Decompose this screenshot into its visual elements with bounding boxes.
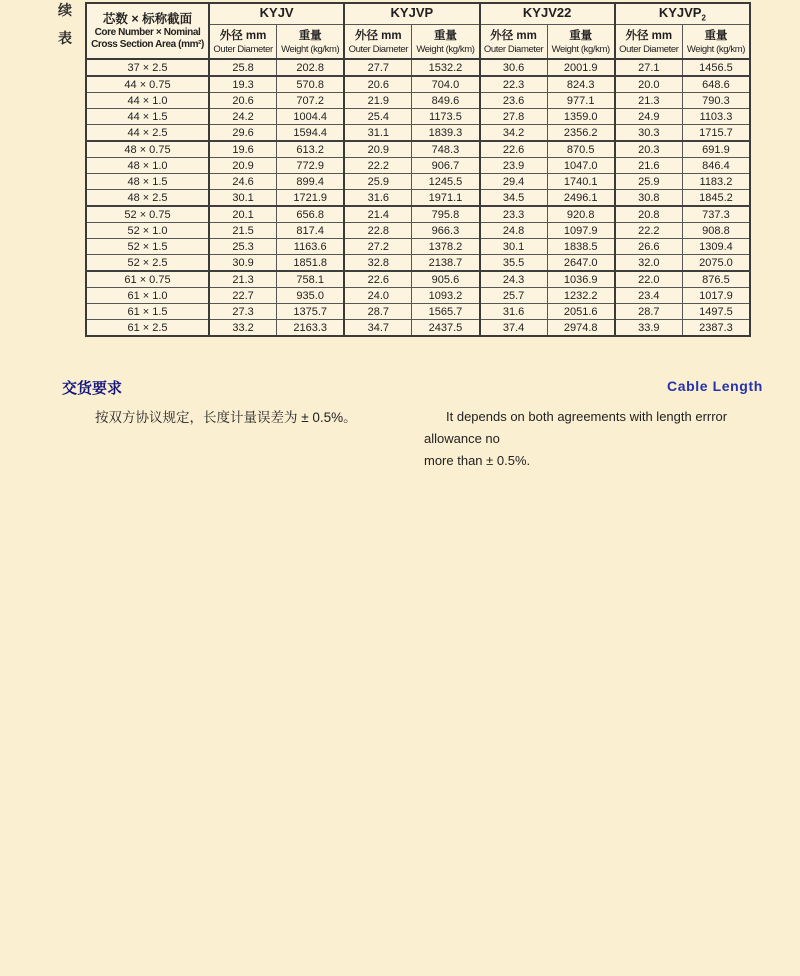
weight-cell: 1838.5 bbox=[547, 239, 615, 255]
outer-diameter-cell: 27.8 bbox=[480, 109, 548, 125]
weight-cell: 846.4 bbox=[682, 158, 750, 174]
weight-header-cn: 重量 bbox=[569, 29, 593, 42]
outer-diameter-cell: 23.3 bbox=[480, 206, 548, 223]
weight-cell: 1565.7 bbox=[412, 304, 480, 320]
outer-diameter-cell: 20.9 bbox=[344, 141, 412, 158]
weight-cell: 790.3 bbox=[682, 93, 750, 109]
weight-cell: 1232.2 bbox=[547, 288, 615, 304]
table-row bbox=[86, 271, 750, 288]
od-header-en: Outer Diameter bbox=[483, 43, 544, 55]
outer-diameter-cell: 30.1 bbox=[480, 239, 548, 255]
outer-diameter-cell: 21.5 bbox=[209, 223, 277, 239]
outer-diameter-cell: 20.3 bbox=[615, 141, 683, 158]
weight-cell: 1971.1 bbox=[412, 190, 480, 207]
delivery-requirements-title-cn: 交货要求 bbox=[62, 380, 123, 397]
weight-cell: 1721.9 bbox=[277, 190, 345, 207]
outer-diameter-cell: 22.2 bbox=[615, 223, 683, 239]
weight-cell: 876.5 bbox=[682, 271, 750, 288]
weight-header-en: Weight (kg/km) bbox=[551, 43, 610, 55]
core-size-cell: 44 × 1.5 bbox=[86, 109, 209, 125]
outer-diameter-cell: 32.8 bbox=[344, 255, 412, 272]
outer-diameter-cell: 25.8 bbox=[209, 59, 277, 76]
od-header-cn: 外径 mm bbox=[625, 29, 673, 42]
weight-cell: 2387.3 bbox=[682, 320, 750, 337]
weight-cell: 202.8 bbox=[277, 59, 345, 76]
outer-diameter-cell: 19.3 bbox=[209, 76, 277, 93]
outer-diameter-cell: 19.6 bbox=[209, 141, 277, 158]
weight-cell: 2496.1 bbox=[547, 190, 615, 207]
group-name: KYJVP bbox=[390, 5, 434, 21]
weight-header bbox=[412, 25, 480, 60]
table-row bbox=[86, 239, 750, 255]
weight-header-cn: 重量 bbox=[433, 29, 457, 42]
spec-table-body bbox=[86, 59, 750, 336]
weight-cell: 1173.5 bbox=[412, 109, 480, 125]
outer-diameter-cell: 21.3 bbox=[615, 93, 683, 109]
weight-cell: 1309.4 bbox=[682, 239, 750, 255]
weight-header-en: Weight (kg/km) bbox=[416, 43, 475, 55]
weight-cell: 772.9 bbox=[277, 158, 345, 174]
weight-cell: 966.3 bbox=[412, 223, 480, 239]
outer-diameter-cell: 37.4 bbox=[480, 320, 548, 337]
group-name-subscript: 2 bbox=[701, 13, 706, 23]
core-size-cell: 44 × 2.5 bbox=[86, 125, 209, 142]
weight-cell: 1359.0 bbox=[547, 109, 615, 125]
table-row bbox=[86, 125, 750, 142]
outer-diameter-cell: 31.1 bbox=[344, 125, 412, 142]
weight-cell: 1839.3 bbox=[412, 125, 480, 142]
weight-cell: 2437.5 bbox=[412, 320, 480, 337]
outer-diameter-cell: 27.1 bbox=[615, 59, 683, 76]
core-size-cell: 48 × 1.0 bbox=[86, 158, 209, 174]
core-size-cell: 48 × 0.75 bbox=[86, 141, 209, 158]
outer-diameter-cell: 21.4 bbox=[344, 206, 412, 223]
core-size-cell: 52 × 2.5 bbox=[86, 255, 209, 272]
weight-header bbox=[547, 25, 615, 60]
weight-cell: 977.1 bbox=[547, 93, 615, 109]
table-row bbox=[86, 141, 750, 158]
weight-cell: 1851.8 bbox=[277, 255, 345, 272]
outer-diameter-cell: 32.0 bbox=[615, 255, 683, 272]
table-row bbox=[86, 206, 750, 223]
core-size-cell: 52 × 0.75 bbox=[86, 206, 209, 223]
table-row bbox=[86, 288, 750, 304]
weight-cell: 905.6 bbox=[412, 271, 480, 288]
outer-diameter-cell: 35.5 bbox=[480, 255, 548, 272]
outer-diameter-cell: 22.3 bbox=[480, 76, 548, 93]
weight-cell: 1740.1 bbox=[547, 174, 615, 190]
outer-diameter-cell: 27.7 bbox=[344, 59, 412, 76]
weight-cell: 1004.4 bbox=[277, 109, 345, 125]
outer-diameter-cell: 23.6 bbox=[480, 93, 548, 109]
weight-cell: 824.3 bbox=[547, 76, 615, 93]
weight-cell: 748.3 bbox=[412, 141, 480, 158]
weight-cell: 817.4 bbox=[277, 223, 345, 239]
outer-diameter-cell: 30.9 bbox=[209, 255, 277, 272]
weight-cell: 2647.0 bbox=[547, 255, 615, 272]
core-size-cell: 61 × 0.75 bbox=[86, 271, 209, 288]
outer-diameter-cell: 22.8 bbox=[344, 223, 412, 239]
group-name: KYJV22 bbox=[522, 5, 572, 21]
outer-diameter-cell: 27.2 bbox=[344, 239, 412, 255]
spec-table-header bbox=[86, 3, 750, 59]
weight-cell: 691.9 bbox=[682, 141, 750, 158]
weight-cell: 2974.8 bbox=[547, 320, 615, 337]
core-size-cell: 44 × 1.0 bbox=[86, 93, 209, 109]
delivery-requirements-body-cn: 按双方协议规定，长度计量误差为 ± 0.5%。 bbox=[95, 410, 357, 425]
od-header-en: Outer Diameter bbox=[348, 43, 408, 55]
outer-diameter-cell: 25.9 bbox=[615, 174, 683, 190]
outer-diameter-cell: 24.0 bbox=[344, 288, 412, 304]
weight-cell: 935.0 bbox=[277, 288, 345, 304]
outer-diameter-cell: 24.8 bbox=[480, 223, 548, 239]
table-row bbox=[86, 223, 750, 239]
outer-diameter-cell: 31.6 bbox=[344, 190, 412, 207]
weight-cell: 908.8 bbox=[682, 223, 750, 239]
weight-cell: 1183.2 bbox=[682, 174, 750, 190]
outer-diameter-cell: 30.1 bbox=[209, 190, 277, 207]
core-size-cell: 44 × 0.75 bbox=[86, 76, 209, 93]
outer-diameter-cell: 25.3 bbox=[209, 239, 277, 255]
weight-cell: 1532.2 bbox=[412, 59, 480, 76]
cable-length-body-en bbox=[424, 406, 760, 472]
outer-diameter-cell: 28.7 bbox=[344, 304, 412, 320]
weight-cell: 737.3 bbox=[682, 206, 750, 223]
group-header-kyjv22 bbox=[480, 3, 615, 25]
outer-diameter-cell: 24.2 bbox=[209, 109, 277, 125]
weight-header bbox=[682, 25, 750, 60]
weight-cell: 849.6 bbox=[412, 93, 480, 109]
outer-diameter-cell: 33.2 bbox=[209, 320, 277, 337]
table-row bbox=[86, 93, 750, 109]
outer-diameter-cell: 29.6 bbox=[209, 125, 277, 142]
group-name: KYJVP bbox=[658, 5, 702, 21]
od-header bbox=[615, 25, 683, 60]
outer-diameter-cell: 34.5 bbox=[480, 190, 548, 207]
weight-cell: 1017.9 bbox=[682, 288, 750, 304]
weight-cell: 2356.2 bbox=[547, 125, 615, 142]
cable-length-body-line1: It depends on both agreements with length errror allowance no bbox=[424, 409, 728, 446]
weight-cell: 1103.3 bbox=[682, 109, 750, 125]
weight-cell: 1036.9 bbox=[547, 271, 615, 288]
od-header-cn: 外径 mm bbox=[219, 29, 267, 42]
weight-cell: 2051.6 bbox=[547, 304, 615, 320]
weight-cell: 1594.4 bbox=[277, 125, 345, 142]
outer-diameter-cell: 22.7 bbox=[209, 288, 277, 304]
group-header-kyjv bbox=[209, 3, 344, 25]
core-size-cell: 61 × 1.5 bbox=[86, 304, 209, 320]
table-row bbox=[86, 109, 750, 125]
outer-diameter-cell: 22.0 bbox=[615, 271, 683, 288]
weight-header-en: Weight (kg/km) bbox=[686, 43, 745, 55]
outer-diameter-cell: 24.6 bbox=[209, 174, 277, 190]
weight-header-en: Weight (kg/km) bbox=[281, 43, 340, 55]
outer-diameter-cell: 25.7 bbox=[480, 288, 548, 304]
group-name: KYJV bbox=[259, 5, 294, 21]
outer-diameter-cell: 21.6 bbox=[615, 158, 683, 174]
cable-spec-table bbox=[85, 2, 751, 337]
outer-diameter-cell: 21.9 bbox=[344, 93, 412, 109]
outer-diameter-cell: 22.6 bbox=[480, 141, 548, 158]
core-size-cell: 48 × 2.5 bbox=[86, 190, 209, 207]
weight-cell: 704.0 bbox=[412, 76, 480, 93]
weight-cell: 1375.7 bbox=[277, 304, 345, 320]
outer-diameter-cell: 23.9 bbox=[480, 158, 548, 174]
outer-diameter-cell: 23.4 bbox=[615, 288, 683, 304]
core-size-cell: 48 × 1.5 bbox=[86, 174, 209, 190]
core-size-cell: 52 × 1.0 bbox=[86, 223, 209, 239]
weight-cell: 899.4 bbox=[277, 174, 345, 190]
weight-cell: 1715.7 bbox=[682, 125, 750, 142]
weight-cell: 1163.6 bbox=[277, 239, 345, 255]
weight-cell: 795.8 bbox=[412, 206, 480, 223]
weight-cell: 920.8 bbox=[547, 206, 615, 223]
outer-diameter-cell: 24.3 bbox=[480, 271, 548, 288]
od-header-en: Outer Diameter bbox=[213, 43, 273, 55]
outer-diameter-cell: 20.6 bbox=[209, 93, 277, 109]
outer-diameter-cell: 20.6 bbox=[344, 76, 412, 93]
outer-diameter-cell: 20.9 bbox=[209, 158, 277, 174]
table-row bbox=[86, 304, 750, 320]
outer-diameter-cell: 21.3 bbox=[209, 271, 277, 288]
weight-cell: 2075.0 bbox=[682, 255, 750, 272]
od-header bbox=[480, 25, 548, 60]
weight-cell: 2001.9 bbox=[547, 59, 615, 76]
outer-diameter-cell: 30.3 bbox=[615, 125, 683, 142]
table-row bbox=[86, 59, 750, 76]
weight-cell: 1497.5 bbox=[682, 304, 750, 320]
outer-diameter-cell: 28.7 bbox=[615, 304, 683, 320]
od-header bbox=[209, 25, 277, 60]
outer-diameter-cell: 25.4 bbox=[344, 109, 412, 125]
weight-cell: 1093.2 bbox=[412, 288, 480, 304]
table-row bbox=[86, 158, 750, 174]
weight-cell: 648.6 bbox=[682, 76, 750, 93]
outer-diameter-cell: 20.1 bbox=[209, 206, 277, 223]
weight-cell: 1047.0 bbox=[547, 158, 615, 174]
group-header-kyjvp bbox=[344, 3, 479, 25]
continued-table-label bbox=[58, 3, 72, 46]
weight-cell: 656.8 bbox=[277, 206, 345, 223]
table-row bbox=[86, 76, 750, 93]
outer-diameter-cell: 22.6 bbox=[344, 271, 412, 288]
weight-cell: 1097.9 bbox=[547, 223, 615, 239]
outer-diameter-cell: 27.3 bbox=[209, 304, 277, 320]
weight-cell: 870.5 bbox=[547, 141, 615, 158]
weight-cell: 707.2 bbox=[277, 93, 345, 109]
weight-cell: 613.2 bbox=[277, 141, 345, 158]
outer-diameter-cell: 29.4 bbox=[480, 174, 548, 190]
core-size-header bbox=[86, 3, 209, 59]
outer-diameter-cell: 20.8 bbox=[615, 206, 683, 223]
outer-diameter-cell: 30.8 bbox=[615, 190, 683, 207]
cable-length-title-en: Cable Length bbox=[667, 378, 763, 394]
core-size-cell: 37 × 2.5 bbox=[86, 59, 209, 76]
table-row bbox=[86, 255, 750, 272]
weight-cell: 1378.2 bbox=[412, 239, 480, 255]
weight-cell: 758.1 bbox=[277, 271, 345, 288]
table-row bbox=[86, 320, 750, 337]
od-header-en: Outer Diameter bbox=[619, 43, 679, 55]
outer-diameter-cell: 20.0 bbox=[615, 76, 683, 93]
od-header bbox=[344, 25, 412, 60]
outer-diameter-cell: 30.6 bbox=[480, 59, 548, 76]
weight-header-cn: 重量 bbox=[298, 29, 322, 42]
weight-cell: 1845.2 bbox=[682, 190, 750, 207]
core-size-cell: 61 × 1.0 bbox=[86, 288, 209, 304]
outer-diameter-cell: 26.6 bbox=[615, 239, 683, 255]
core-size-header-en2: Cross Section Area (mm²) bbox=[91, 39, 204, 50]
continued-label-char-1: 续 bbox=[58, 2, 72, 18]
table-row bbox=[86, 190, 750, 207]
outer-diameter-cell: 34.7 bbox=[344, 320, 412, 337]
weight-cell: 1245.5 bbox=[412, 174, 480, 190]
weight-cell: 2138.7 bbox=[412, 255, 480, 272]
continued-label-char-2: 表 bbox=[58, 30, 72, 46]
outer-diameter-cell: 22.2 bbox=[344, 158, 412, 174]
weight-cell: 2163.3 bbox=[277, 320, 345, 337]
core-size-cell: 52 × 1.5 bbox=[86, 239, 209, 255]
od-header-cn: 外径 mm bbox=[490, 29, 537, 42]
weight-cell: 570.8 bbox=[277, 76, 345, 93]
core-size-header-cn: 芯数 × 标称截面 bbox=[102, 12, 193, 26]
outer-diameter-cell: 33.9 bbox=[615, 320, 683, 337]
outer-diameter-cell: 31.6 bbox=[480, 304, 548, 320]
weight-cell: 1456.5 bbox=[682, 59, 750, 76]
outer-diameter-cell: 24.9 bbox=[615, 109, 683, 125]
outer-diameter-cell: 34.2 bbox=[480, 125, 548, 142]
cable-length-body-line2: more than ± 0.5%. bbox=[424, 453, 531, 468]
table-row bbox=[86, 174, 750, 190]
group-header-row bbox=[86, 3, 750, 25]
core-size-cell: 61 × 2.5 bbox=[86, 320, 209, 337]
weight-header bbox=[277, 25, 345, 60]
core-size-header-en1: Core Number × Nominal bbox=[94, 27, 201, 38]
group-header-kyjvp2 bbox=[615, 3, 750, 25]
weight-header-cn: 重量 bbox=[704, 29, 728, 42]
weight-cell: 906.7 bbox=[412, 158, 480, 174]
od-header-cn: 外径 mm bbox=[354, 29, 402, 42]
outer-diameter-cell: 25.9 bbox=[344, 174, 412, 190]
